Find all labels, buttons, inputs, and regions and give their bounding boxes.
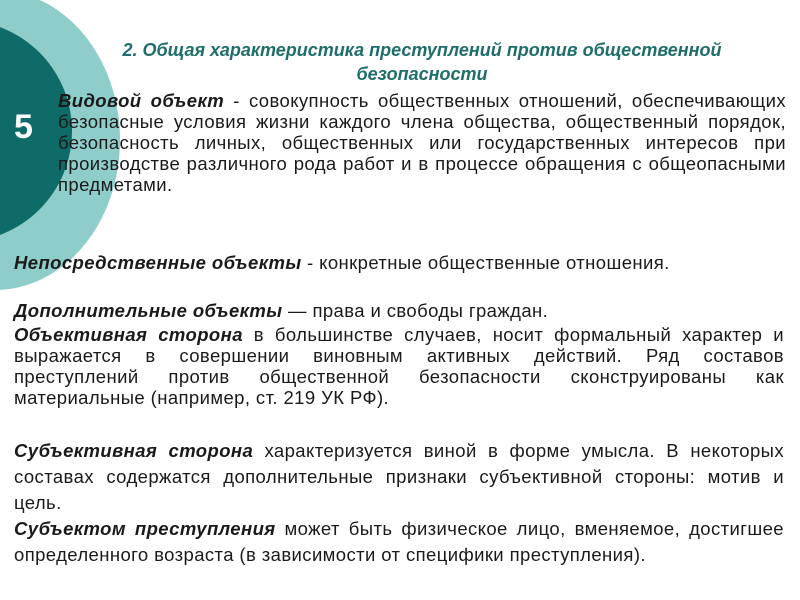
term-direct-objects: Непосредственные объекты (14, 252, 302, 273)
term-objective-side: Объективная сторона (14, 324, 243, 345)
text-objective-side: в большинстве случаев, носит формальный характер и выражается в совершении виновным активных действий. Ряд составов преступлений против общественной безопасности сконструированы как материальные (например, ст. 219 УК РФ). (14, 324, 784, 408)
slide-title (52, 38, 792, 86)
slide-title-line2: безопасности (356, 64, 488, 84)
text-additional-objects: — права и свободы граждан. (282, 300, 549, 321)
text-direct-objects: - конкретные общественные отношения. (301, 252, 670, 273)
paragraph-subjective-side (14, 438, 784, 516)
text-species-object: - совокупность общественных отношений, обеспечивающих безопасные условия жизни каждого члена общества, общественный порядок, безопасность личных, общественных или государственных интересов при производстве различного рода работ и в процессе обращения с общеопасными предметами. (58, 90, 786, 195)
paragraph-additional-objects (14, 300, 784, 321)
slide-number: 5 (14, 108, 33, 146)
paragraph-subject-of-crime (14, 516, 784, 568)
text-subjective-side: характеризуется виной в форме умысла. В некоторых составах содержатся дополнительные признаки субъективной стороны: мотив и цель. (14, 440, 784, 513)
paragraph-species-object (58, 90, 786, 195)
term-subjective-side: Субъективная сторона (14, 440, 254, 461)
term-subject-of-crime: Субъектом преступления (14, 518, 276, 539)
paragraph-direct-objects (14, 252, 784, 273)
text-subject-of-crime: может быть физическое лицо, вменяемое, достигшее определенного возраста (в зависимости от специфики преступления). (14, 518, 784, 565)
paragraph-objective-side (14, 324, 784, 408)
term-species-object: Видовой объект (58, 90, 225, 111)
slide-title-line1: 2. Общая характеристика преступлений против общественной (122, 40, 722, 60)
term-additional-objects: Дополнительные объекты (14, 300, 283, 321)
